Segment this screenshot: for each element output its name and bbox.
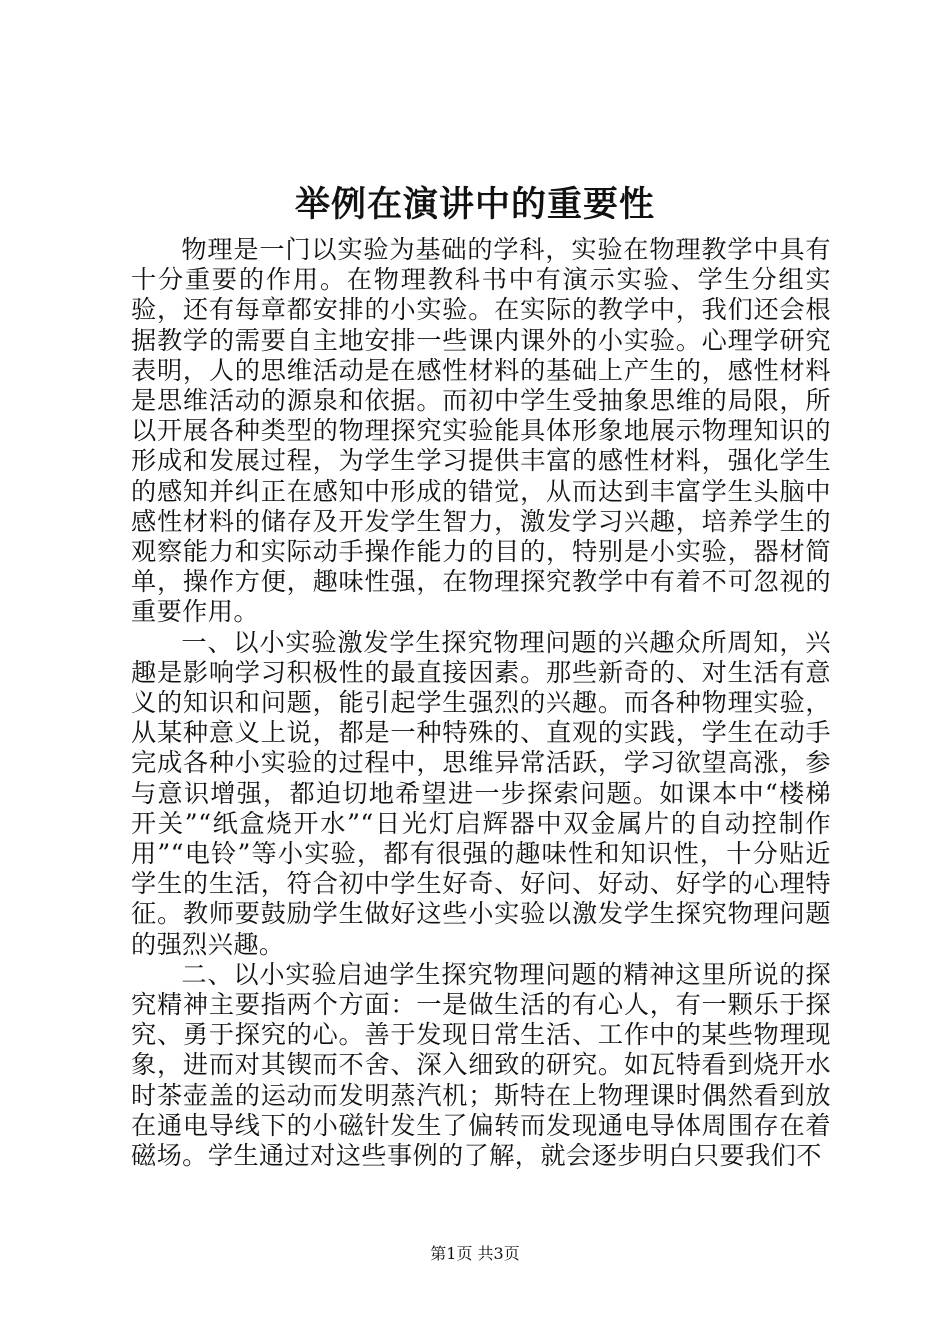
page-number-footer: 第1页 共3页 <box>430 1244 520 1263</box>
paragraph-intro: 物理是一门以实验为基础的学科，实验在物理教学中具有十分重要的作用。在物理教科书中有演示实验、学生分组实验，还有每章都安排的小实验。在实际的教学中，我们还会根据教学的需要自主地安排一些课内课外的小实验。心理学研究表明，人的思维活动是在感性材料的基础上产生的，感性材料是思维活动的源泉和依据。而初中学生受抽象思维的局限，所以开展各种类型的物理探究实验能具体形象地展示物理知识的形成和发展过程，为学生学习提供丰富的感性材料，强化学生的感知并纠正在感知中形成的错觉，从而达到丰富学生头脑中感性材料的储存及开发学生智力，激发学习兴趣，培养学生的观察能力和实际动手操作能力的目的，特别是小实验，器材简单，操作方便，趣味性强，在物理探究教学中有着不可忽视的重要作用。 <box>131 235 831 627</box>
paragraph-section-two: 二、以小实验启迪学生探究物理问题的精神这里所说的探究精神主要指两个方面：一是做生活的有心人，有一颗乐于探究、勇于探究的心。善于发现日常生活、工作中的某些物理现象，进而对其锲而不舍、深入细致的研究。如瓦特看到烧开水时茶壶盖的运动而发明蒸汽机；斯特在上物理课时偶然看到放在通电导线下的小磁针发生了偏转而发现通电导体周围存在着磁场。学生通过对这些事例的了解，就会逐步明白只要我们不 <box>131 959 831 1171</box>
paragraph-section-one: 一、以小实验激发学生探究物理问题的兴趣众所周知，兴趣是影响学习积极性的最直接因素。那些新奇的、对生活有意义的知识和问题，能引起学生强烈的兴趣。而各种物理实验，从某种意义上说，都是一种特殊的、直观的实践，学生在动手完成各种小实验的过程中，思维异常活跃，学习欲望高涨，参与意识增强，都迫切地希望进一步探索问题。如课本中“楼梯开关”“纸盒烧开水”“日光灯启辉器中双金属片的自动控制作用”“电铃”等小实验，都有很强的趣味性和知识性，十分贴近学生的生活，符合初中学生好奇、好问、好动、好学的心理特征。教师要鼓励学生做好这些小实验以激发学生探究物理问题的强烈兴趣。 <box>131 627 831 959</box>
document-body <box>131 235 831 1171</box>
document-title: 举例在演讲中的重要性 <box>294 185 655 225</box>
